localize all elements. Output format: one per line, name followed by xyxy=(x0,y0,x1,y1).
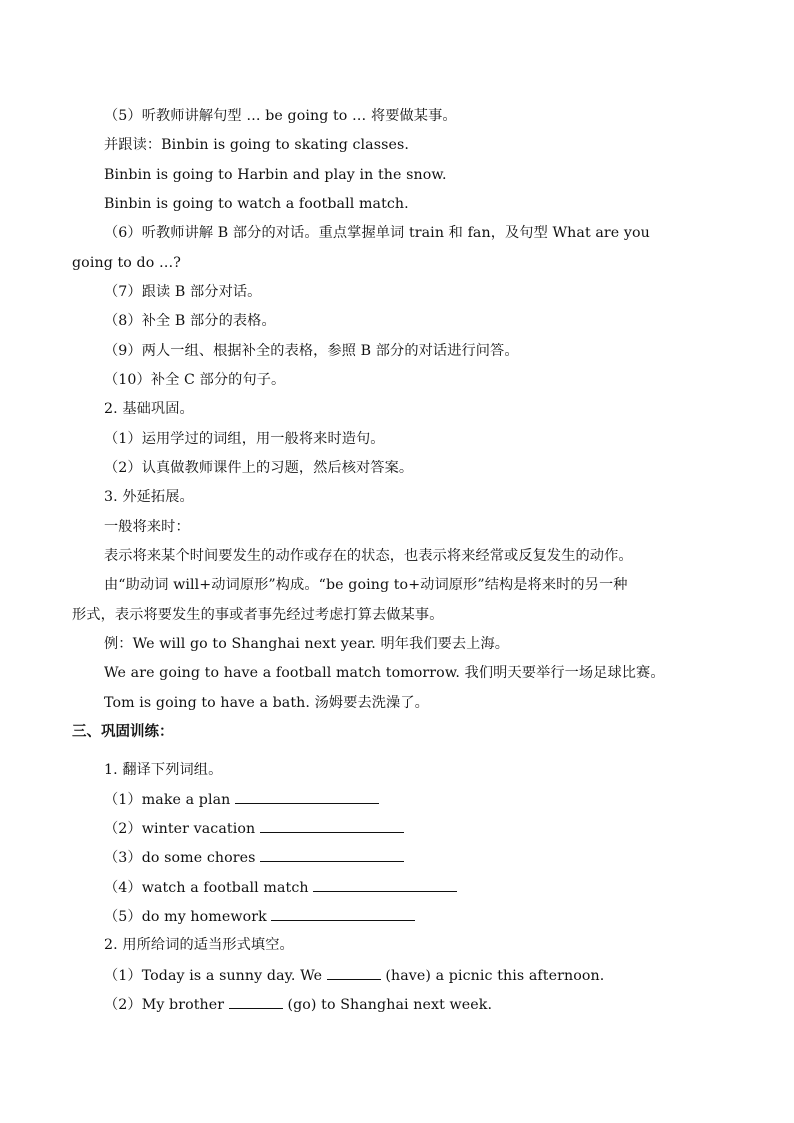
text-line: 2. 基础巩固。 xyxy=(104,401,194,417)
answer-blank[interactable] xyxy=(229,995,283,1009)
text-line: （7）跟读 B 部分对话。 xyxy=(104,284,262,300)
exercise-item xyxy=(104,966,604,985)
exercise-item-text: （1）Today is a sunny day. We xyxy=(104,968,323,984)
exercise-item-text: （2）My brother xyxy=(104,997,225,1013)
exercise-item-text: （5）do my homework xyxy=(104,909,267,925)
text-line: （10）补全 C 部分的句子。 xyxy=(104,372,286,388)
text-line: （5）听教师讲解句型 … be going to … 将要做某事。 xyxy=(104,108,457,124)
text-line: We are going to have a football match tomorrow. 我们明天要举行一场足球比赛。 xyxy=(104,665,665,681)
exercise-item xyxy=(104,790,379,809)
exercise-item xyxy=(104,907,415,926)
exercise-item xyxy=(104,878,457,897)
answer-blank[interactable] xyxy=(235,790,379,804)
exercise-item-text: （3）do some chores xyxy=(104,850,256,866)
section-heading: 三、巩固训练： xyxy=(72,724,174,740)
text-line: （1）运用学过的词组，用一般将来时造句。 xyxy=(104,431,385,447)
text-line: 表示将来某个时间要发生的动作或存在的状态，也表示将来经常或反复发生的动作。 xyxy=(104,548,633,564)
text-line: 并跟读：Binbin is going to skating classes. xyxy=(104,137,409,153)
exercise-item xyxy=(104,819,404,838)
text-line: 例：We will go to Shanghai next year. 明年我们要去上海。 xyxy=(104,636,510,652)
text-line: 形式，表示将要发生的事或者事先经过考虑打算去做某事。 xyxy=(72,607,444,623)
answer-blank[interactable] xyxy=(327,966,381,980)
exercise-title: 2. 用所给词的适当形式填空。 xyxy=(104,937,294,953)
exercise-title: 1. 翻译下列词组。 xyxy=(104,762,223,778)
text-line: 3. 外延拓展。 xyxy=(104,489,194,505)
exercise-item xyxy=(104,995,492,1014)
text-line: （6）听教师讲解 B 部分的对话。重点掌握单词 train 和 fan，及句型 What are you xyxy=(104,225,650,241)
exercise-item-text: （2）winter vacation xyxy=(104,821,256,837)
text-line: going to do …? xyxy=(72,255,181,271)
text-line: Binbin is going to watch a football match. xyxy=(104,196,409,212)
text-line: Tom is going to have a bath. 汤姆要去洗澡了。 xyxy=(104,695,429,711)
exercise-item-text: (go) to Shanghai next week. xyxy=(287,997,493,1013)
text-line: （2）认真做教师课件上的习题，然后核对答案。 xyxy=(104,460,414,476)
exercise-item-text: （4）watch a football match xyxy=(104,880,309,896)
text-line: 由“助动词 will+动词原形”构成。“be going to+动词原形”结构是将来时的另一种 xyxy=(104,577,628,593)
text-line: （9）两人一组、根据补全的表格，参照 B 部分的对话进行问答。 xyxy=(104,343,519,359)
answer-blank[interactable] xyxy=(260,848,404,862)
answer-blank[interactable] xyxy=(313,878,457,892)
answer-blank[interactable] xyxy=(260,819,404,833)
exercise-item xyxy=(104,848,404,867)
answer-blank[interactable] xyxy=(271,907,415,921)
text-line: 一般将来时： xyxy=(104,519,190,535)
text-line: Binbin is going to Harbin and play in the snow. xyxy=(104,167,447,183)
exercise-item-text: (have) a picnic this afternoon. xyxy=(385,968,605,984)
text-line: （8）补全 B 部分的表格。 xyxy=(104,313,276,329)
exercise-item-text: （1）make a plan xyxy=(104,792,231,808)
